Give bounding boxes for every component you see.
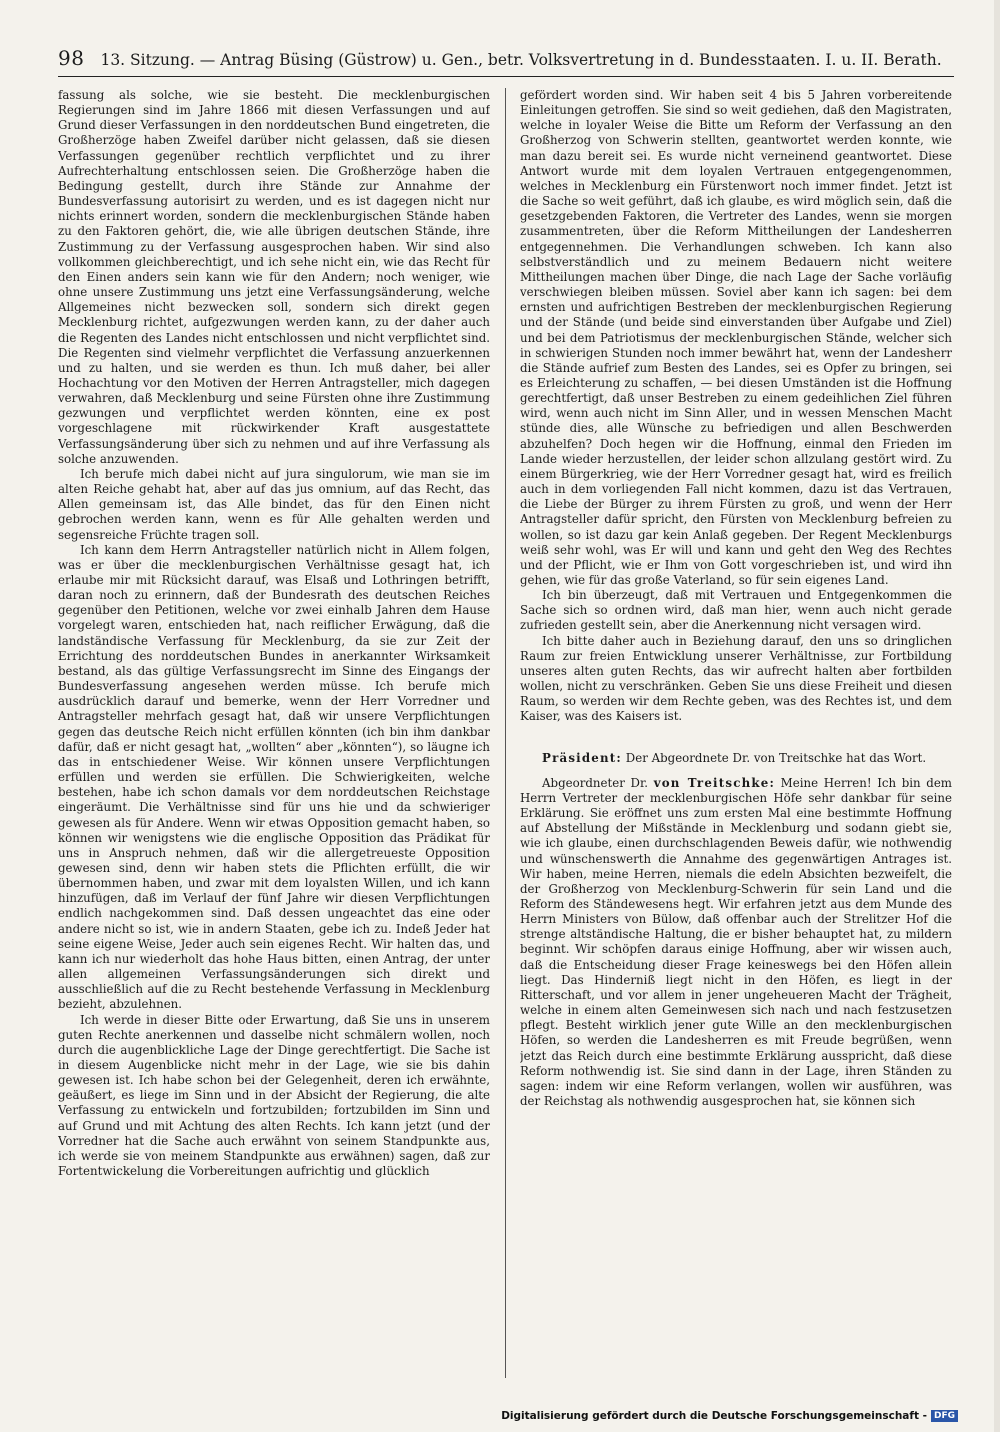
column-divider [505,88,506,1378]
paragraph: Ich bitte daher auch in Beziehung darauf, den uns so dringlichen Raum zur freien Entwicklung unserer Verhältnisse, zur Fortbildung unseres alten guten Rechts, das wir aufrecht halten aber fortbilden wollen, nicht zu verschränken. Geben Sie uns diese Freiheit und diesen Raum, so werden wir dem Rechte geben, was des Rechtes ist, und dem Kaiser, was des Kaisers ist. [520,633,952,724]
dfg-logo: DFG [931,1410,958,1422]
paragraph: Ich bin überzeugt, daß mit Vertrauen und Entgegenkommen die Sache sich so ordnen wird, daß man hier, wenn auch nicht gerade zufrieden gestellt sein, aber die Anerkennung nicht versagen wird. [520,588,952,633]
paragraph: Ich kann dem Herrn Antragsteller natürlich nicht in Allem folgen, was er über die mecklenburgischen Verhältnisse gesagt hat, ich erlaube mir mit Rücksicht darauf, was Elsaß und Lothringen betrifft, daran noch zu erinnern, daß der Bundesrath des deutschen Reiches gegenüber den Petitionen, welche vor zwei einhalb Jahren dem Hause vorgelegt waren, entschieden hat, nach reiflicher Erwägung, daß die landständische Verfassung für Mecklenburg, da sie zur Zeit der Errichtung des norddeutschen Bundes in anerkannter Wirksamkeit bestand, als das gültige Verfassungsrecht im Sinne des Eingangs der Bundesverfassung angesehen werden müsse. Ich berufe mich ausdrücklich darauf und bemerke, wenn der Herr Vorredner und Antragsteller mehrfach gesagt hat, daß wir unsere Verpflichtungen gegen das deutsche Reich nicht erfüllen könnten (ich bin ihm dankbar dafür, daß er nicht gesagt hat, „wollten“ aber „könnten“), so läugne ich das in entschiedener Weise. Wir können unsere Verpflichtungen erfüllen und werden sie erfüllen. Die Schwierigkeiten, welche bestehen, habe ich schon damals vor dem norddeutschen Reichstage eingeräumt. Die Verhältnisse sind für uns hie und da schwieriger gewesen als für Andere. Wenn wir etwas Opposition gemacht haben, so können wir wenigstens wie die englische Opposition das Prädikat für uns in Anspruch nehmen, daß wir die allergetreueste Opposition gewesen sind, denn wir haben stets die Pflichten erfüllt, die wir übernommen haben, und zwar mit dem loyalsten Willen, und ich kann hinzufügen, daß im Verlauf der fünf Jahre wir diesen Verpflichtungen endlich nachgekommen sind. Daß dessen ungeachtet das eine oder andere nicht so ist, wie in andern Staaten, gebe ich zu. Indeß Jeder hat seine eigene Weise, Jeder auch sein eigenes Recht. Wir halten das, und kann ich nur wiederholt das hohe Haus bitten, einen Antrag, der unter allen allgemeinen Verfassungsänderungen sich direkt und ausschließlich auf die zu Recht bestehende Verfassung in Mecklenburg bezieht, abzulehnen. [58,542,490,1012]
text-columns [58,88,954,1378]
paragraph: fassung als solche, wie sie besteht. Die mecklenburgischen Regierungen sind im Jahre 1866 mit diesen Verfassungen und auf Grund dieser Verfassungen in den norddeutschen Bund eingetreten, die Großherzöge haben Zweifel darüber nicht gelassen, daß sie diesen Verfassungen gegenüber rechtlich verpflichtet und zu ihrer Aufrechterhaltung entschlossen seien. Die Großherzöge haben die Bedingung gestellt, durch ihre Stände zur Annahme der Bundesverfassung autorisirt zu werden, und es ist dagegen nicht nur nichts erinnert worden, sondern die mecklenburgischen Stände haben zu den Faktoren gehört, die, wie alle übrigen deutschen Stände, ihre Zustimmung zu der Verfassung ausgesprochen haben. Wir sind also vollkommen gleichberechtigt, und ich sehe nicht ein, wie das Recht für den Einen anders sein kann wie für den Andern; noch weniger, wie ohne unsere Zustimmung uns jetzt eine Verfassungsänderung, welche Allgemeines nicht bezwecken soll, sondern sich direkt gegen Mecklenburg richtet, aufgezwungen werden kann, zu der daher auch die Regenten des Landes nicht entschlossen und nicht verpflichtet sind. Die Regenten sind vielmehr verpflichtet die Verfassung anzuerkennen und zu halten, und sie werden es thun. Ich muß daher, bei aller Hochachtung vor den Motiven der Herren Antragsteller, mich dagegen verwahren, daß Mecklenburg und seine Fürsten ohne ihre Zustimmung gezwungen und verpflichtet werden könnten, eine ex post vorgeschlagene mit rückwirkender Kraft ausgestattete Verfassungsänderung über sich zu nehmen und auf ihre Verfassung als solche anzuwenden. [58,88,490,466]
president-label: Präsident: [542,750,622,765]
paragraph: Ich berufe mich dabei nicht auf jura singulorum, wie man sie im alten Reiche gehabt hat, aber auf das jus omnium, auf das Recht, das Allen gemeinsam ist, das Alle bindet, das für den Einen nicht gebrochen werden kann, wenn es für Alle gehalten werden und segensreiche Früchte tragen soll. [58,466,490,542]
page-number: 98 [58,46,85,70]
credit-text: Digitalisierung gefördert durch die Deutsche Forschungsgemeinschaft - [501,1410,927,1422]
digitization-credit [501,1410,958,1422]
paragraph: Ich werde in dieser Bitte oder Erwartung, daß Sie uns in unserem guten Rechte anerkennen und dasselbe nicht schmälern wollen, noch durch die augenblickliche Lage der Dinge gerechtfertigt. Die Sache ist in diesem Augenblicke nicht mehr in der Lage, wie sie bis dahin gewesen ist. Ich habe schon bei der Gelegenheit, deren ich erwähnte, geäußert, es liege im Sinn und in der Absicht der Regierung, die alte Verfassung zu entwickeln und fortzubilden; fortzubilden im Sinn und auf Grund und mit Achtung des alten Rechts. Ich kann jetzt (und der Vorredner hat die Sache auch erwähnt von seinem Standpunkte aus, ich werde sie von meinem Standpunkte aus erwähnen) sagen, daß zur Fortentwickelung die Vorbereitungen aufrichtig und glücklich [58,1012,490,1179]
speaker-intro: Abgeordneter Dr. [542,775,654,790]
speaker-text: Meine Herren! Ich bin dem Herrn Vertreter der mecklenburgischen Höfe sehr dankbar für seine Erklärung. Sie eröffnet uns zum ersten Mal eine bestimmte Hoffnung auf Abstellung der Mißstände in Mecklenburg und sodann giebt sie, wie ich glaube, einen durchschlagenden Beweis dafür, wie nothwendig und wünschenswerth die Annahme des gegenwärtigen Antrages ist. Wir haben, meine Herren, niemals die edeln Absichten bezweifelt, die der Großherzog von Mecklenburg-Schwerin für sein Land und die Reform des Ständewesens hegt. Wir erfahren jetzt aus dem Munde des Herrn Ministers von Bülow, daß offenbar auch der Strelitzer Hof die strenge altständische Haltung, die er bisher behauptet hat, zu mildern beginnt. Wir schöpfen daraus einige Hoffnung, aber wir wissen auch, daß die Entscheidung dieser Frage keineswegs bei den Höfen allein liegt. Das Hinderniß liegt nicht in den Höfen, es liegt in der Ritterschaft, und vor allem in jener ungeheueren Macht der Trägheit, welche in einem alten Gemeinwesen sich nach und nach festzusetzen pflegt. Besteht wirklich jener gute Wille an den mecklenburgischen Höfen, so werden die Landesherren es mit Freude begrüßen, wenn jetzt das Reich durch eine bestimmte Erklärung ausspricht, daß diese Reform nothwendig ist. Sie sind dann in der Lage, ihren Ständen zu sagen: indem wir eine Reform verlangen, wollen wir ausführen, was der Reichstag als nothwendig ausgesprochen hat, sie können sich [520,775,952,1108]
scan-edge [994,0,1000,1432]
right-column [520,88,952,1378]
speaker-name: von Treitschke: [653,775,775,790]
running-title: 13. Sitzung. — Antrag Büsing (Güstrow) u. Gen., betr. Volksvertretung in d. Bundesstaaten. I. u. II. Berath. [100,51,942,69]
president-text: Der Abgeordnete Dr. von Treitschke hat das Wort. [625,750,927,765]
speaker-paragraph [520,776,952,1109]
left-column [58,88,490,1378]
president-statement [520,751,952,766]
document-page [58,46,954,1386]
page-header [58,46,954,77]
paragraph: gefördert worden sind. Wir haben seit 4 bis 5 Jahren vorbereitende Einleitungen getroffen. Sie sind so weit gediehen, daß den Magistraten, welche in loyaler Weise die Bitte um Reform der Verfassung an den Großherzog von Schwerin stellten, geantwortet werden konnte, wie man dazu bereit sei. Es wurde nicht verneinend geantwortet. Diese Antwort wurde mit dem loyalen Vertrauen entgegengenommen, welches in Mecklenburg ein Fürstenwort noch immer findet. Jetzt ist die Sache so weit geführt, daß ich glaube, es wird möglich sein, daß die gesetzgebenden Faktoren, die Vertreter des Landes, wenn sie morgen zusammentreten, über die Reform Mittheilungen der Landesherren entgegennehmen. Die Verhandlungen schweben. Ich kann also selbstverständlich und zu meinem Bedauern nicht weitere Mittheilungen machen über Dinge, die nach Lage der Sache vorläufig verschwiegen bleiben müssen. Soviel aber kann ich sagen: bei dem ernsten und aufrichtigen Bestreben der mecklenburgischen Regierung und der Stände (und beide sind einverstanden über Aufgabe und Ziel) und bei dem Patriotismus der mecklenburgischen Stände, welcher sich in schwierigen Stunden noch immer bewährt hat, wenn der Landesherr die Stände aufrief zum Besten des Landes, sei es Opfer zu bringen, sei es Erleichterung zu schaffen, — bei diesen Umständen ist die Hoffnung gerechtfertigt, daß unser Bestreben zu einem gedeihlichen Ziel führen wird, wenn auch nicht im Sinn Aller, und in wessen Menschen Macht stünde dies, alle Wünsche zu befriedigen und allen Beschwerden abzuhelfen? Doch hegen wir die Hoffnung, einmal den Frieden im Lande wieder herzustellen, der leider schon allzulang gestört wird. Zu einem Bürgerkrieg, wie der Herr Vorredner gesagt hat, wird es freilich auch in dem vorliegenden Fall nicht kommen, dazu ist das Vertrauen, die Liebe der Bürger zu ihrem Fürsten zu groß, und wenn der Herr Antragsteller dafür spricht, den Fürsten von Mecklenburg befreien zu wollen, so ist dazu gar kein Anlaß gegeben. Der Regent Mecklenburgs weiß sehr wohl, was Er will und kann und geht den Weg des Rechtes und der Pflicht, wie er Ihm von Gott vorgeschrieben ist, und wird ihn gehen, wie für das große Vaterland, so für sein eigenes Land. [520,88,952,587]
